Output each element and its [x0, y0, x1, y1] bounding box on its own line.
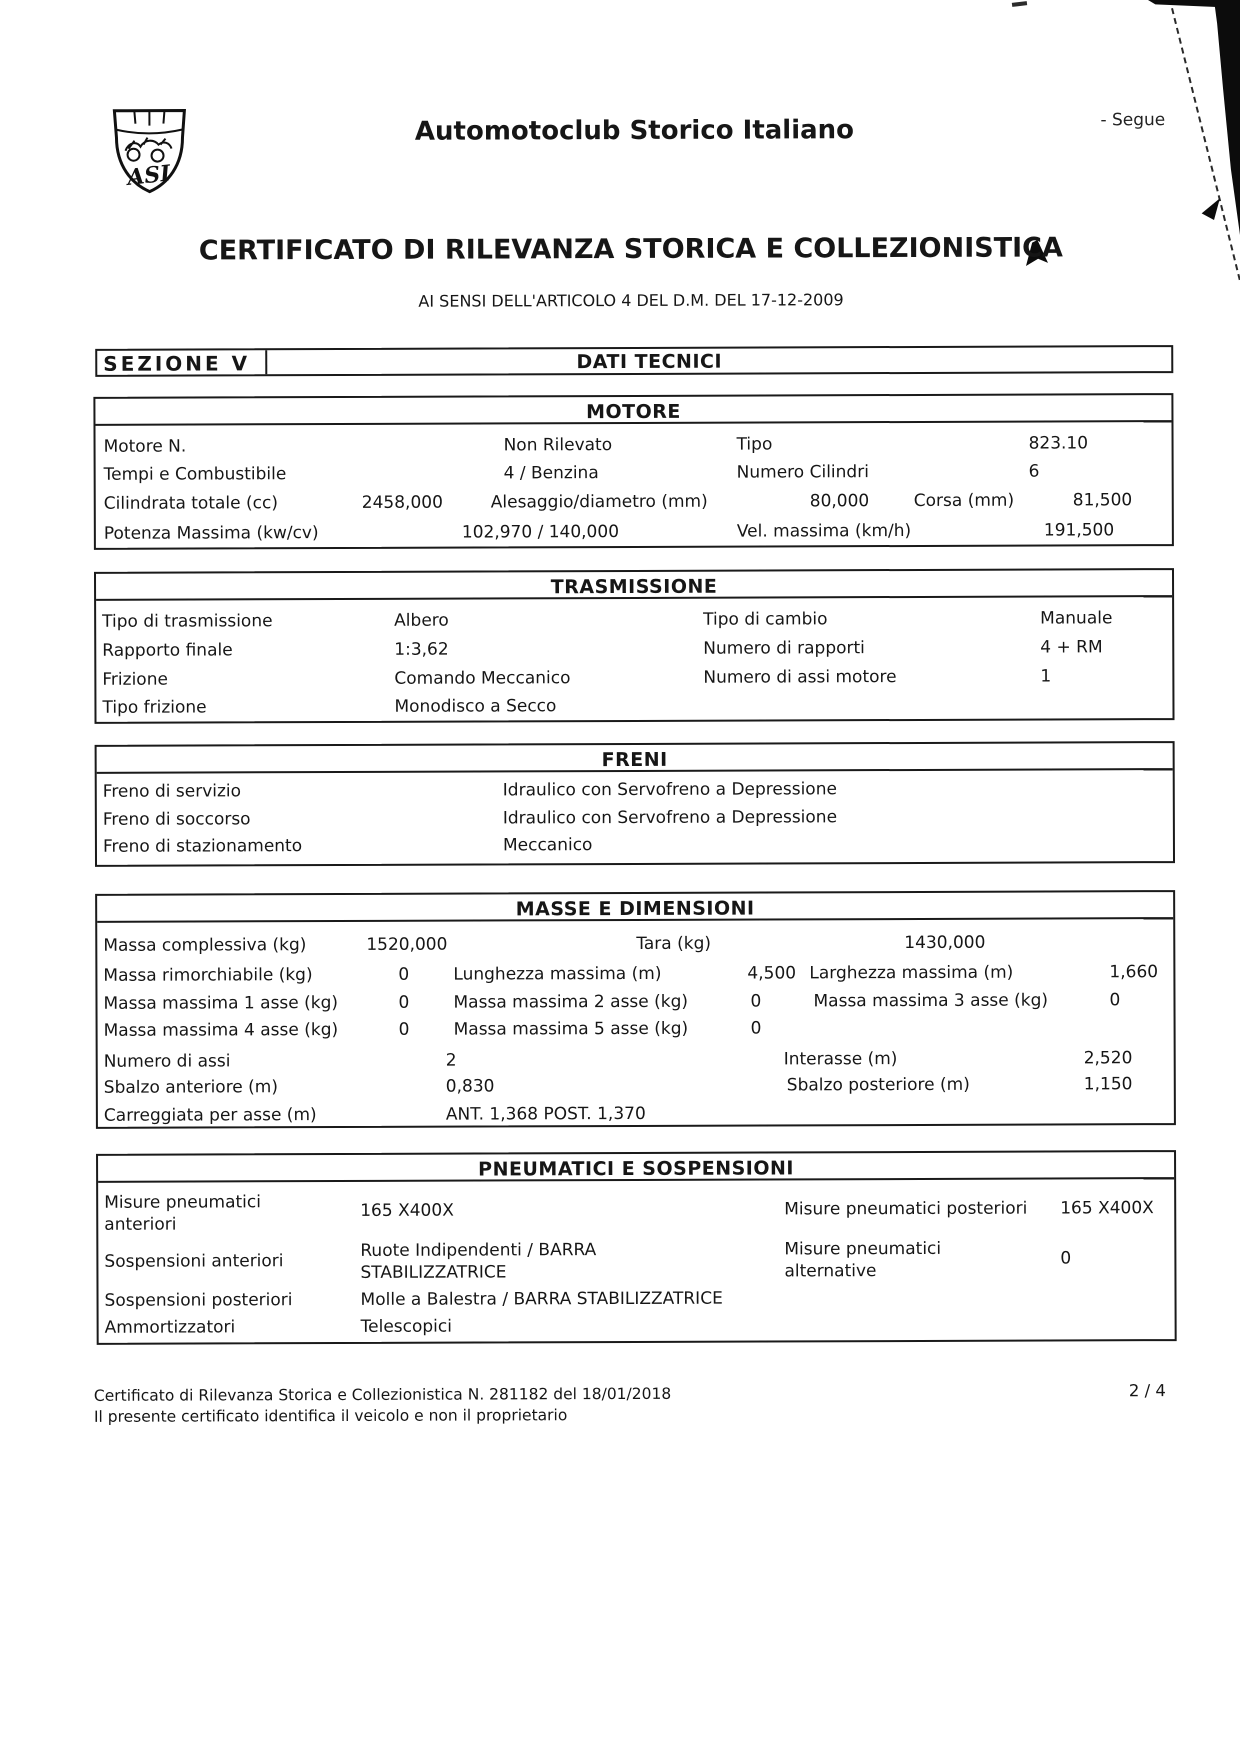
field-value: Idraulico con Servofreno a Depressione [502, 779, 837, 801]
field-label: Freno di stazionamento [102, 836, 303, 857]
field-value: 0,830 [445, 1076, 495, 1097]
field-label: Vel. massima (km/h) [736, 520, 912, 542]
field-value: 81,500 [1072, 490, 1133, 511]
field-label: Misure pneumatici posteriori [784, 1198, 1028, 1220]
section-bar [95, 345, 1173, 377]
field-label: Massa massima 3 asse (kg) [813, 990, 1049, 1012]
certificate-title: CERTIFICATO DI RILEVANZA STORICA E COLLEZIONISTICA [198, 232, 1063, 267]
field-label: Misure pneumatici alternative [784, 1238, 942, 1282]
field-value: Meccanico [502, 835, 593, 856]
field-value: Manuale [1040, 608, 1113, 629]
field-value: 0 [750, 1018, 762, 1039]
field-label: Interasse (m) [783, 1049, 898, 1070]
field-label: Tempi e Combustibile [103, 464, 287, 485]
field-label: Alesaggio/diametro (mm) [490, 491, 708, 513]
field-label: Massa massima 5 asse (kg) [453, 1018, 689, 1040]
field-value: 80,000 [809, 491, 870, 512]
field-label: Lunghezza massima (m) [453, 963, 662, 985]
field-label: Larghezza massima (m) [809, 962, 1014, 984]
field-value: 0 [398, 964, 410, 985]
field-label: Ammortizzatori [104, 1317, 236, 1338]
field-label: Rapporto finale [102, 640, 233, 661]
field-value: 1,660 [1109, 962, 1159, 983]
field-value: 2458,000 [361, 492, 443, 513]
field-value: 0 [398, 1019, 410, 1040]
field-value: 0 [750, 991, 762, 1012]
field-value: Monodisco a Secco [394, 696, 557, 717]
section-title: DATI TECNICI [576, 350, 723, 374]
field-label: Massa massima 1 asse (kg) [103, 992, 339, 1014]
field-value: 102,970 / 140,000 [461, 522, 620, 543]
table-trasmissione [94, 568, 1175, 724]
field-label: Numero di rapporti [703, 638, 865, 659]
field-label: Tipo frizione [102, 697, 207, 718]
field-label: Numero di assi motore [703, 667, 897, 688]
field-value: Albero [394, 610, 449, 631]
field-label: Sospensioni anteriori [104, 1251, 284, 1272]
field-label: Sospensioni posteriori [104, 1290, 293, 1311]
field-value: 6 [1028, 461, 1040, 482]
footer-disclaimer: Il presente certificato identifica il veicolo e non il proprietario [93, 1406, 568, 1426]
field-label: Freno di servizio [102, 781, 242, 802]
field-label: Numero di assi [103, 1051, 231, 1072]
field-label: Misure pneumatici anteriori [104, 1192, 261, 1235]
field-value: ANT. 1,368 POST. 1,370 [445, 1103, 646, 1125]
field-value: 4 / Benzina [503, 463, 599, 484]
field-label: Tipo di trasmissione [102, 611, 273, 632]
field-label: Carreggiata per asse (m) [103, 1105, 317, 1126]
field-value: Molle a Balestra / BARRA STABILIZZATRICE [360, 1288, 723, 1310]
table-title-freni: FRENI [97, 743, 1173, 774]
field-label: Motore N. [103, 436, 187, 457]
asi-text: ASI [125, 160, 172, 191]
field-value: 165 X400X [1060, 1198, 1154, 1219]
field-value: 1520,000 [366, 934, 448, 955]
field-value: Idraulico con Servofreno a Depressione [502, 807, 838, 829]
field-value: 0 [1060, 1248, 1072, 1269]
table-title-masse: MASSE E DIMENSIONI [97, 892, 1173, 923]
table-pneumatici [96, 1150, 1177, 1345]
table-title-trasmissione: TRASMISSIONE [96, 570, 1172, 601]
field-label: Potenza Massima (kw/cv) [103, 523, 319, 544]
field-label: Massa rimorchiabile (kg) [103, 965, 313, 986]
page-number: 2 / 4 [1128, 1381, 1166, 1401]
field-label: Massa massima 4 asse (kg) [103, 1019, 339, 1041]
field-value: 191,500 [1043, 520, 1115, 541]
field-label: Massa massima 2 asse (kg) [453, 991, 689, 1013]
certificate-subtitle: AI SENSI DELL'ARTICOLO 4 DEL D.M. DEL 17-12-2009 [418, 290, 844, 311]
field-value: 1:3,62 [394, 639, 449, 660]
field-value: 0 [398, 992, 410, 1013]
field-label: Sbalzo anteriore (m) [103, 1077, 279, 1098]
field-value: 1 [1040, 666, 1052, 687]
field-value: 823.10 [1028, 433, 1089, 454]
field-value: 0 [1109, 990, 1121, 1011]
table-masse [95, 890, 1176, 1129]
field-label: Massa complessiva (kg) [103, 935, 307, 956]
field-value: Non Rilevato [503, 435, 613, 456]
field-label: Frizione [102, 669, 168, 690]
field-label: Numero Cilindri [736, 462, 869, 483]
field-value: 4,500 [747, 963, 797, 984]
footer-certificate-number: Certificato di Rilevanza Storica e Collezionistica N. 281182 del 18/01/2018 [93, 1384, 672, 1405]
field-label: Cilindrata totale (cc) [103, 493, 278, 514]
field-label: Tipo [736, 434, 773, 455]
field-label: Corsa (mm) [913, 490, 1015, 511]
field-label: Freno di soccorso [102, 809, 251, 830]
field-label: Tara (kg) [636, 933, 712, 954]
field-value: Comando Meccanico [394, 668, 571, 689]
table-freni [95, 741, 1175, 867]
field-value: Telescopici [360, 1316, 452, 1337]
field-value: 1430,000 [904, 932, 986, 954]
field-value: 1,150 [1083, 1074, 1133, 1095]
section-label: SEZIONE V [97, 350, 267, 375]
org-title: Automotoclub Storico Italiano [414, 115, 855, 147]
field-value: 2,520 [1083, 1048, 1133, 1069]
field-value: 2 [445, 1050, 457, 1071]
field-label: Sbalzo posteriore (m) [786, 1074, 970, 1096]
field-label: Tipo di cambio [703, 609, 828, 630]
field-value: 165 X400X [360, 1200, 454, 1221]
table-title-motore: MOTORE [95, 395, 1171, 426]
table-motore [93, 393, 1174, 550]
field-value: 4 + RM [1040, 637, 1103, 658]
table-title-pneumatici: PNEUMATICI E SOSPENSIONI [98, 1152, 1174, 1183]
segue-note: - Segue [1100, 110, 1166, 131]
field-value: Ruote Indipendenti / BARRA STABILIZZATRICE [360, 1240, 597, 1284]
